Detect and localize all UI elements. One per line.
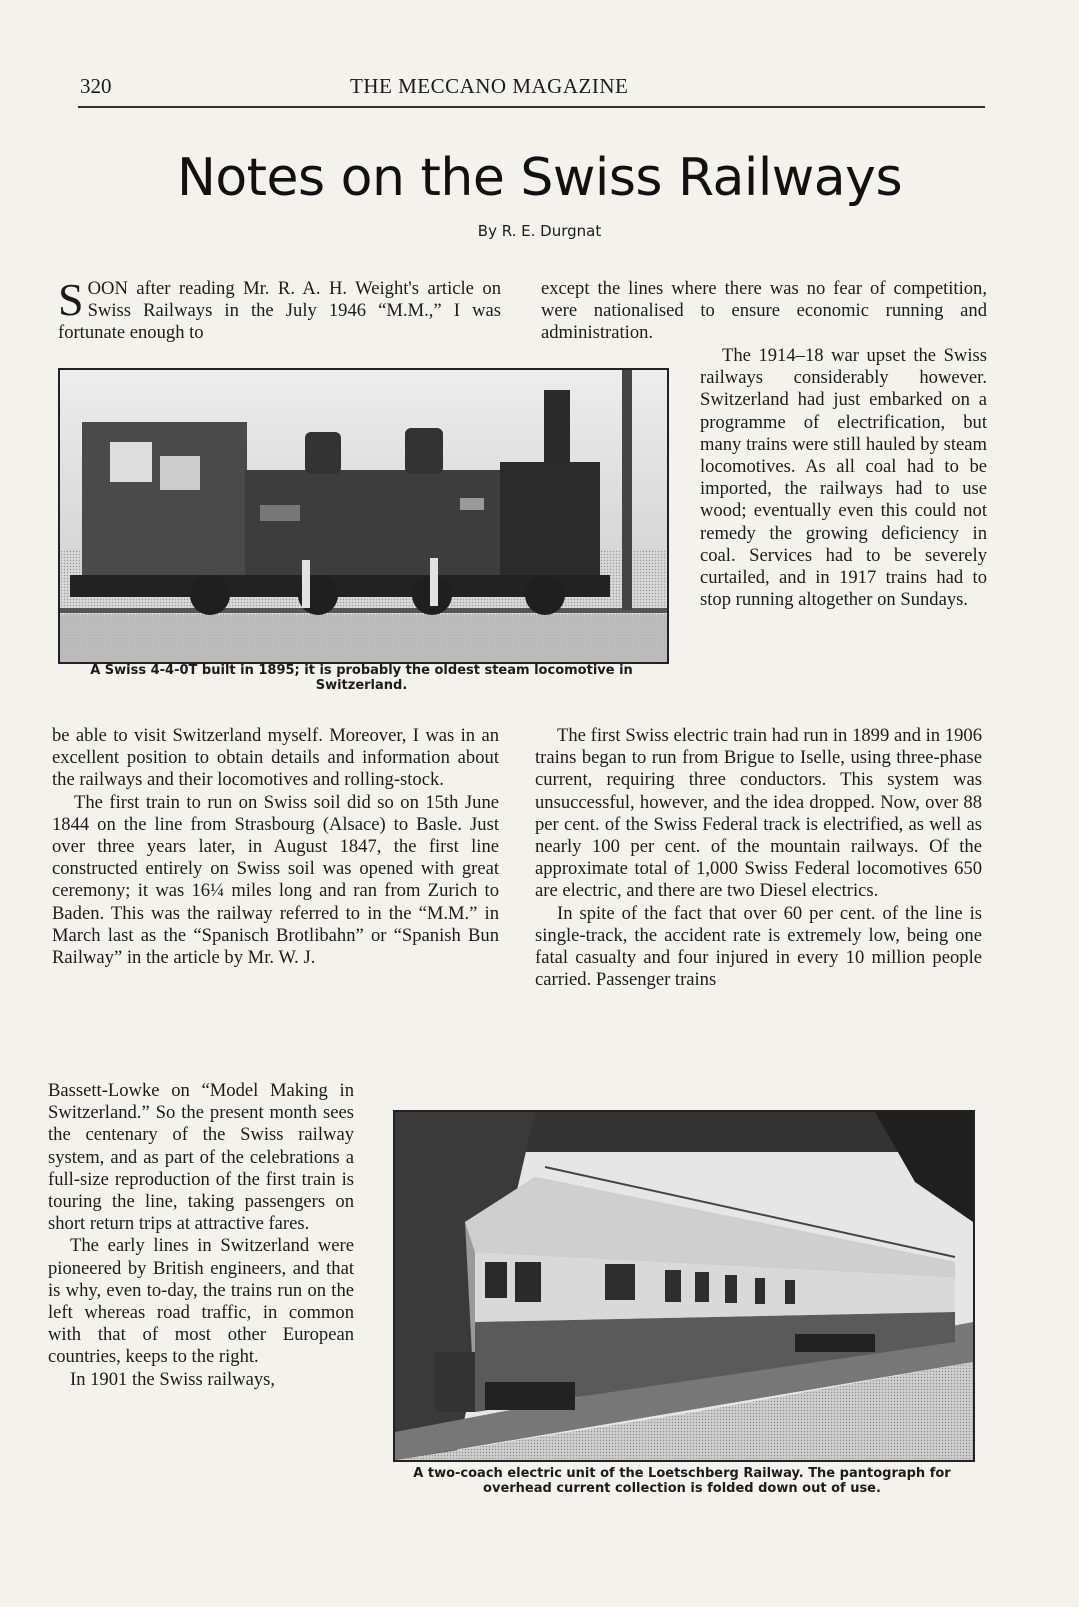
col1-paragraph-early-lines: The early lines in Switzerland were pioneered by British engineers, and that is why, even to-day, the trains run on the left whereas road traffic, in common with that of most other European countries, keeps to the right. (48, 1235, 354, 1368)
col2-paragraph-accident: In spite of the fact that over 60 per cent. of the line is single-track, the accident rate is extremely low, being one fatal casualty and four injured in every 10 million people carried. Passenger trains (535, 902, 982, 991)
electric-unit-photo (393, 1110, 975, 1462)
war-paragraph-text: The 1914–18 war upset the Swiss railways considerably however. Switzerland had just embarked on a programme of electrification, but many trains were still hauled by steam locomotives. As all coal had to be imported, the railways had to use wood; eventually even this could not remedy the growing deficiency in coal. Services had to be severely curtailed, and in 1917 trains had to stop running altogether on Sundays. (700, 345, 987, 611)
drop-cap: S (58, 274, 84, 325)
col1-paragraph-centenary: Bassett-Lowke on “Model Making in Switzerland.” So the present month sees the centenary of the Swiss railway system, and as part of the celebrations a full-size reproduction of the first train is touring the line, taking passengers on short return trips at attractive fares. (48, 1080, 354, 1235)
col1-body (52, 725, 499, 969)
header-rule (78, 106, 985, 108)
col2-body (535, 725, 982, 991)
intro-paragraph (58, 274, 501, 345)
byline: By R. E. Durgnat (477, 222, 602, 240)
col2-paragraph-war (700, 345, 987, 611)
col2-paragraph-nationalised: except the lines where there was no fear of competition, were nationalised to ensure economic running and administration. (541, 278, 987, 344)
intro-text: OON after reading Mr. R. A. H. Weight's article on Swiss Railways in the July 1946 “M.M.,” I was fortunate enough to (58, 278, 501, 344)
page-number: 320 (80, 74, 112, 98)
col1-paragraph-first-train: The first train to run on Swiss soil did so on 15th June 1844 on the line from Strasbourg (Alsace) to Basle. Just over three years later, in August 1847, the first line constructed entirely on Swiss soil was opened with great ceremony; it was 16¼ miles long and ran from Zurich to Baden. This was the railway referred to in the “M.M.” in March last as the “Spanisch Brotlibahn” or “Spanish Bun Railway” in the article by Mr. W. J. (52, 791, 499, 969)
col1-paragraph-1901: In 1901 the Swiss railways, (70, 1368, 276, 1390)
article-title: Notes on the Swiss Railways (176, 148, 903, 208)
col2-paragraph-electric: The first Swiss electric train had run in 1899 and in 1906 trains began to run from Brigue to Iselle, using three-phase current, requiring three conductors. This system was unsuccessful, however, and the idea dropped. Now, over 88 per cent. of the Swiss Federal track is electrified, as well as nearly 100 per cent. of the mountain railways. Of the approximate total of 1,000 Swiss Federal locomotives 650 are electric, and there are two Diesel electrics. (535, 725, 982, 902)
photo1-caption: A Swiss 4-4-0T built in 1895; it is probably the oldest steam locomotive in Switzerland. (90, 663, 633, 693)
steam-locomotive-photo (58, 368, 669, 664)
magazine-title: THE MECCANO MAGAZINE (350, 74, 629, 98)
photo2-caption: A two-coach electric unit of the Loetschberg Railway. The pantograph for overhead current collection is folded down out of use. (413, 1466, 951, 1496)
col1-paragraph-visit: be able to visit Switzerland myself. Moreover, I was in an excellent position to obtain details and information about the railways and their locomotives and rolling-stock. (52, 725, 499, 791)
col1-lower-body (48, 1080, 354, 1391)
